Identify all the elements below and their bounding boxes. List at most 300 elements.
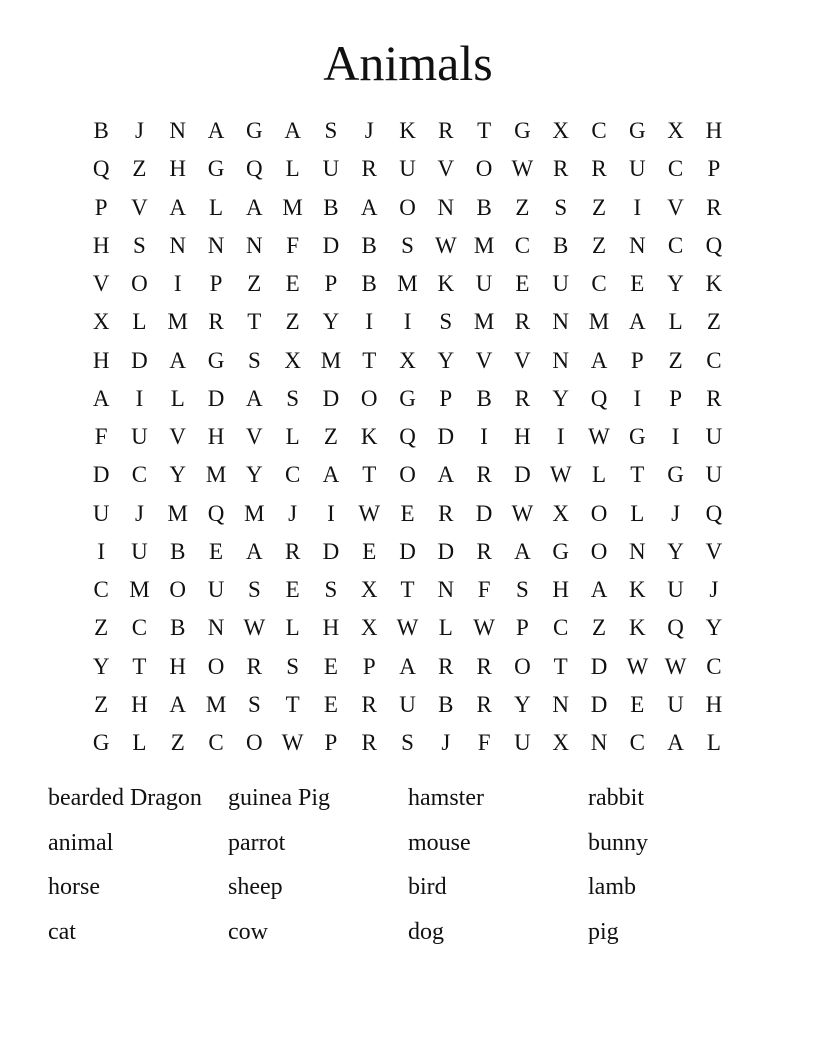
grid-letter[interactable]: E (515, 271, 530, 296)
grid-letter[interactable]: E (400, 500, 415, 526)
grid-letter[interactable]: G (628, 424, 646, 449)
grid-letter[interactable]: Q (590, 385, 608, 411)
grid-letter[interactable]: J (671, 500, 681, 526)
word-list-row (48, 821, 768, 866)
grid-letter[interactable]: S (247, 347, 261, 373)
grid-letter[interactable]: A (284, 118, 301, 143)
grid-letter[interactable]: Y (169, 462, 187, 488)
grid-letter[interactable]: S (324, 118, 338, 143)
grid-letter[interactable]: Y (705, 615, 723, 641)
word-list (48, 776, 768, 954)
grid-letter[interactable]: Y (514, 691, 531, 717)
grid-letter[interactable]: Z (591, 194, 607, 220)
grid-letter[interactable]: V (246, 424, 263, 449)
grid-letter[interactable]: D (322, 232, 340, 258)
grid-letter[interactable]: O (590, 500, 608, 526)
grid-letter[interactable]: H (92, 347, 110, 373)
grid-letter[interactable]: S (247, 691, 261, 717)
grid-letter[interactable]: D (399, 538, 416, 564)
grid-letter[interactable]: U (131, 424, 148, 449)
grid-letter[interactable]: L (132, 309, 147, 335)
grid-letter[interactable]: C (514, 232, 531, 258)
grid-letter[interactable]: Q (92, 156, 110, 182)
grid-letter[interactable]: U (705, 462, 723, 488)
grid-letter[interactable]: T (362, 462, 377, 488)
grid-letter[interactable]: J (134, 118, 144, 143)
grid-letter[interactable]: T (553, 653, 568, 679)
grid-letter[interactable]: I (327, 500, 335, 526)
grid-letter[interactable]: Y (667, 538, 684, 564)
grid-letter[interactable]: Y (246, 462, 263, 488)
grid-letter[interactable]: M (320, 347, 342, 373)
grid-letter[interactable]: L (132, 730, 147, 755)
grid-letter[interactable]: O (399, 194, 416, 220)
grid-letter[interactable]: R (476, 691, 492, 717)
grid-letter[interactable]: O (590, 538, 608, 564)
grid-letter[interactable]: W (549, 462, 572, 488)
grid-letter[interactable]: A (399, 653, 416, 679)
grid-letter[interactable]: W (473, 615, 495, 641)
grid-letter[interactable]: M (205, 691, 227, 717)
grid-letter[interactable]: A (628, 309, 646, 335)
grid-letter[interactable]: X (360, 577, 378, 602)
grid-letter[interactable]: M (282, 194, 303, 220)
grid-letter[interactable]: W (511, 500, 534, 526)
grid-letter[interactable]: N (628, 538, 646, 564)
grid-letter[interactable]: P (439, 385, 453, 411)
grid-letter[interactable]: A (169, 347, 187, 373)
grid-letter[interactable]: O (399, 462, 416, 488)
grid-letter[interactable]: E (362, 538, 377, 564)
grid-letter[interactable]: O (131, 271, 148, 296)
grid-letter[interactable]: X (667, 118, 684, 143)
grid-letter[interactable]: P (209, 271, 223, 296)
grid-letter[interactable]: A (92, 385, 110, 411)
grid-letter[interactable]: K (628, 615, 646, 641)
grid-letter[interactable]: G (514, 118, 531, 143)
grid-letter[interactable]: R (438, 118, 454, 143)
grid-letter[interactable]: Q (667, 615, 684, 641)
grid-letter[interactable]: R (438, 653, 454, 679)
grid-letter[interactable]: N (169, 232, 187, 258)
grid-letter[interactable]: Z (247, 271, 262, 296)
grid-letter[interactable]: P (324, 730, 338, 755)
grid-letter[interactable]: D (92, 462, 110, 488)
grid-letter[interactable]: E (630, 271, 645, 296)
grid-letter[interactable]: V (169, 424, 187, 449)
grid-letter[interactable]: E (323, 653, 338, 679)
grid-letter[interactable]: H (92, 232, 110, 258)
grid-letter[interactable]: N (246, 232, 263, 258)
grid-letter[interactable]: O (475, 156, 493, 182)
grid-letter[interactable]: U (322, 156, 340, 182)
grid-letter[interactable]: I (403, 309, 412, 335)
grid-letter[interactable]: R (553, 156, 569, 182)
grid-letter[interactable]: R (284, 538, 301, 564)
grid-letter[interactable]: N (437, 577, 455, 602)
grid-letter[interactable]: X (552, 500, 570, 526)
grid-letter[interactable]: N (590, 730, 608, 755)
grid-letter[interactable]: M (473, 232, 495, 258)
grid-letter[interactable]: F (477, 730, 491, 755)
grid-letter[interactable]: A (207, 118, 225, 143)
grid-letter[interactable]: S (324, 577, 338, 602)
grid-letter[interactable]: Z (323, 424, 338, 449)
grid-letter[interactable]: M (588, 309, 610, 335)
grid-letter[interactable]: I (480, 424, 488, 449)
word-list-item: cat (48, 918, 76, 945)
grid-letter[interactable]: N (437, 194, 455, 220)
grid-letter[interactable]: N (552, 309, 570, 335)
grid-letter[interactable]: A (667, 730, 684, 755)
grid-letter[interactable]: C (93, 577, 109, 602)
grid-letter[interactable]: G (207, 347, 225, 373)
grid-letter[interactable]: N (207, 615, 225, 641)
grid-letter[interactable]: R (706, 385, 722, 411)
grid-letter[interactable]: S (247, 577, 261, 602)
grid-letter[interactable]: L (591, 462, 607, 488)
grid-letter[interactable]: H (705, 118, 723, 143)
grid-letter[interactable]: R (208, 309, 224, 335)
grid-letter[interactable]: A (590, 577, 608, 602)
grid-letter[interactable]: I (556, 424, 565, 449)
grid-letter[interactable]: D (322, 385, 340, 411)
grid-letter[interactable]: O (514, 653, 531, 679)
grid-letter[interactable]: D (437, 424, 455, 449)
grid-letter[interactable]: U (92, 500, 110, 526)
grid-letter[interactable]: L (668, 309, 683, 335)
grid-letter[interactable]: I (633, 194, 642, 220)
grid-letter[interactable]: J (134, 500, 144, 526)
grid-letter[interactable]: F (286, 232, 300, 258)
grid-letter[interactable]: B (438, 691, 454, 717)
grid-letter[interactable]: H (207, 424, 225, 449)
grid-letter[interactable]: K (360, 424, 378, 449)
grid-letter[interactable]: M (167, 500, 188, 526)
grid-letter[interactable]: G (552, 538, 570, 564)
grid-letter[interactable]: Q (207, 500, 225, 526)
grid-letter[interactable]: L (630, 500, 645, 526)
word-list-item: animal (48, 829, 114, 856)
grid-letter[interactable]: A (246, 385, 263, 411)
grid-letter[interactable]: C (706, 653, 722, 679)
grid-letter[interactable]: I (173, 271, 182, 296)
grid-letter[interactable]: Q (246, 156, 263, 182)
grid-letter[interactable]: K (628, 577, 646, 602)
grid-letter[interactable]: O (360, 385, 378, 411)
grid-letter[interactable]: H (322, 615, 340, 641)
grid-letter[interactable]: Y (552, 385, 570, 411)
grid-letter[interactable]: I (365, 309, 374, 335)
grid-letter[interactable]: L (438, 615, 453, 641)
grid-letter[interactable]: H (705, 691, 723, 717)
grid-letter[interactable]: R (476, 538, 492, 564)
grid-letter[interactable]: A (169, 194, 187, 220)
grid-letter[interactable]: Q (399, 424, 416, 449)
grid-letter[interactable]: T (285, 691, 300, 717)
word-list-item: pig (588, 918, 619, 945)
grid-letter[interactable]: V (705, 538, 723, 564)
grid-letter[interactable]: K (399, 118, 416, 143)
grid-letter[interactable]: Z (591, 232, 607, 258)
grid-letter[interactable]: B (170, 615, 186, 641)
grid-letter[interactable]: W (434, 232, 457, 258)
grid-row (82, 265, 733, 303)
grid-letter[interactable]: R (476, 653, 492, 679)
grid-letter[interactable]: W (243, 615, 266, 641)
grid-letter[interactable]: K (437, 271, 455, 296)
grid-letter[interactable]: W (664, 653, 687, 679)
grid-letter[interactable]: U (475, 271, 493, 296)
grid-letter[interactable]: E (285, 577, 300, 602)
grid-letter[interactable]: V (667, 194, 684, 220)
grid-row (82, 609, 733, 647)
grid-letter[interactable]: S (286, 385, 300, 411)
grid-letter[interactable]: R (706, 194, 722, 220)
grid-letter[interactable]: G (628, 118, 646, 143)
grid-letter[interactable]: L (285, 424, 300, 449)
grid-letter[interactable]: R (476, 462, 492, 488)
grid-letter[interactable]: B (476, 194, 492, 220)
grid-letter[interactable]: F (477, 577, 491, 602)
grid-letter[interactable]: G (92, 730, 110, 755)
grid-letter[interactable]: V (475, 347, 493, 373)
word-list-row (48, 776, 768, 821)
grid-row (82, 380, 733, 418)
grid-letter[interactable]: R (438, 500, 454, 526)
grid-letter[interactable]: H (169, 653, 187, 679)
grid-letter[interactable]: D (437, 538, 455, 564)
grid-letter[interactable]: U (399, 156, 416, 182)
grid-letter[interactable]: M (129, 577, 150, 602)
grid-letter[interactable]: J (709, 577, 719, 602)
grid-letter[interactable]: P (630, 347, 644, 373)
grid-letter[interactable]: Q (705, 232, 723, 258)
grid-letter[interactable]: X (360, 615, 378, 641)
grid-letter[interactable]: X (552, 118, 570, 143)
grid-letter[interactable]: Z (706, 309, 721, 335)
grid-letter[interactable]: P (669, 385, 682, 411)
grid-letter[interactable]: A (360, 194, 378, 220)
grid-letter[interactable]: N (169, 118, 187, 143)
grid-letter[interactable]: C (591, 118, 607, 143)
grid-letter[interactable]: X (399, 347, 416, 373)
grid-letter[interactable]: X (552, 730, 570, 755)
grid-letter[interactable]: J (288, 500, 298, 526)
grid-letter[interactable]: U (399, 691, 416, 717)
grid-letter[interactable]: N (552, 691, 570, 717)
grid-letter[interactable]: T (630, 462, 645, 488)
grid-letter[interactable]: Z (515, 194, 530, 220)
grid-letter[interactable]: M (473, 309, 495, 335)
grid-letter[interactable]: T (247, 309, 262, 335)
grid-letter[interactable]: M (205, 462, 227, 488)
grid-letter[interactable]: R (514, 309, 531, 335)
grid-letter[interactable]: Y (667, 271, 684, 296)
grid-letter[interactable]: E (323, 691, 338, 717)
grid-letter[interactable]: Z (132, 156, 147, 182)
grid-letter[interactable]: C (591, 271, 607, 296)
grid-letter[interactable]: Z (668, 347, 683, 373)
grid-letter[interactable]: W (511, 156, 534, 182)
grid-letter[interactable]: S (133, 232, 146, 258)
grid-letter[interactable]: T (362, 347, 377, 373)
grid-letter[interactable]: I (97, 538, 105, 564)
grid-letter[interactable]: K (705, 271, 723, 296)
grid-letter[interactable]: C (284, 462, 301, 488)
grid-letter[interactable]: C (208, 730, 224, 755)
grid-letter[interactable]: B (476, 385, 492, 411)
grid-letter[interactable]: U (628, 156, 646, 182)
grid-letter[interactable]: Q (705, 500, 723, 526)
grid-letter[interactable]: T (400, 577, 415, 602)
grid-letter[interactable]: B (93, 118, 109, 143)
grid-letter[interactable]: Z (285, 309, 300, 335)
grid-letter[interactable]: E (209, 538, 224, 564)
grid-letter[interactable]: G (399, 385, 416, 411)
grid-letter[interactable]: U (552, 271, 570, 296)
grid-letter[interactable]: C (667, 156, 684, 182)
grid-letter[interactable]: W (626, 653, 649, 679)
grid-row (82, 189, 733, 227)
grid-letter[interactable]: J (441, 730, 451, 755)
grid-letter[interactable]: I (135, 385, 144, 411)
grid-letter[interactable]: B (323, 194, 339, 220)
grid-letter[interactable]: N (628, 232, 646, 258)
grid-letter[interactable]: D (590, 653, 608, 679)
grid-letter[interactable]: A (246, 538, 263, 564)
grid-letter[interactable]: H (131, 691, 148, 717)
grid-letter[interactable]: D (207, 385, 225, 411)
grid-letter[interactable]: Y (322, 309, 340, 335)
grid-letter[interactable]: C (667, 232, 684, 258)
grid-letter[interactable]: H (514, 424, 531, 449)
grid-letter[interactable]: A (169, 691, 187, 717)
grid-letter[interactable]: R (361, 730, 377, 755)
grid-letter[interactable]: X (284, 347, 301, 373)
grid-letter[interactable]: N (207, 232, 225, 258)
grid-letter[interactable]: X (92, 309, 110, 335)
grid-letter[interactable]: D (131, 347, 148, 373)
grid-letter[interactable]: P (324, 271, 338, 296)
grid-letter[interactable]: C (131, 615, 148, 641)
grid-letter[interactable]: R (361, 691, 377, 717)
grid-letter[interactable]: T (477, 118, 492, 143)
grid-letter[interactable]: O (246, 730, 263, 755)
grid-letter[interactable]: W (396, 615, 419, 641)
grid-letter[interactable]: P (94, 194, 108, 220)
grid-letter[interactable]: G (207, 156, 225, 182)
grid-letter[interactable]: L (209, 194, 224, 220)
grid-letter[interactable]: P (707, 156, 721, 182)
grid-letter[interactable]: L (170, 385, 185, 411)
grid-letter[interactable]: Y (437, 347, 455, 373)
grid-letter[interactable]: A (322, 462, 340, 488)
grid-letter[interactable]: I (671, 424, 680, 449)
grid-letter[interactable]: U (667, 577, 684, 602)
grid-letter[interactable]: A (437, 462, 455, 488)
grid-letter[interactable]: C (706, 347, 722, 373)
grid-letter[interactable]: A (246, 194, 263, 220)
grid-letter[interactable]: A (514, 538, 531, 564)
grid-letter[interactable]: W (358, 500, 381, 526)
grid-letter[interactable]: E (285, 271, 300, 296)
grid-letter[interactable]: L (706, 730, 721, 755)
grid-letter[interactable]: N (552, 347, 570, 373)
grid-letter[interactable]: D (475, 500, 493, 526)
grid-letter[interactable]: O (207, 653, 225, 679)
grid-letter[interactable]: U (207, 577, 225, 602)
grid-letter[interactable]: S (554, 194, 568, 220)
grid-letter[interactable]: G (667, 462, 684, 488)
grid-letter[interactable]: C (131, 462, 148, 488)
word-list-item: dog (408, 918, 444, 945)
grid-letter[interactable]: M (397, 271, 418, 296)
grid-letter[interactable]: V (437, 156, 455, 182)
grid-letter[interactable]: M (244, 500, 265, 526)
grid-letter[interactable]: U (705, 424, 723, 449)
grid-letter[interactable]: E (630, 691, 645, 717)
grid-letter[interactable]: D (590, 691, 608, 717)
grid-letter[interactable]: B (361, 271, 377, 296)
grid-letter[interactable]: W (588, 424, 610, 449)
grid-letter[interactable]: Z (94, 615, 109, 641)
grid-letter[interactable]: L (285, 615, 300, 641)
grid-letter[interactable]: W (281, 730, 304, 755)
grid-letter[interactable]: B (361, 232, 377, 258)
grid-letter[interactable]: A (590, 347, 608, 373)
grid-letter[interactable]: O (169, 577, 187, 602)
grid-letter[interactable]: S (401, 232, 414, 258)
grid-letter[interactable]: D (514, 462, 531, 488)
grid-letter[interactable]: G (246, 118, 263, 143)
grid-letter[interactable]: R (246, 653, 262, 679)
grid-letter[interactable]: S (516, 577, 529, 602)
grid-letter[interactable]: D (322, 538, 340, 564)
grid-letter[interactable]: F (94, 424, 108, 449)
grid-letter[interactable]: Z (94, 691, 109, 717)
grid-letter[interactable]: V (514, 347, 531, 373)
grid-letter[interactable]: H (552, 577, 570, 602)
grid-letter[interactable]: S (439, 309, 453, 335)
grid-letter[interactable]: C (553, 615, 569, 641)
grid-letter[interactable]: J (364, 118, 374, 143)
grid-letter[interactable]: V (92, 271, 110, 296)
grid-letter[interactable]: B (170, 538, 186, 564)
grid-letter[interactable]: Z (591, 615, 607, 641)
grid-letter[interactable]: M (167, 309, 188, 335)
grid-letter[interactable]: B (553, 232, 569, 258)
grid-letter[interactable]: Z (170, 730, 185, 755)
grid-letter[interactable]: U (667, 691, 684, 717)
grid-letter[interactable]: Y (92, 653, 110, 679)
grid-letter[interactable]: V (131, 194, 148, 220)
grid-letter[interactable]: C (629, 730, 645, 755)
grid-letter[interactable]: R (514, 385, 531, 411)
grid-letter[interactable]: T (132, 653, 147, 679)
grid-letter[interactable]: R (591, 156, 607, 182)
grid-letter[interactable]: P (516, 615, 529, 641)
grid-letter[interactable]: H (169, 156, 187, 182)
grid-letter[interactable]: R (361, 156, 377, 182)
grid-letter[interactable]: U (514, 730, 531, 755)
grid-letter[interactable]: I (633, 385, 642, 411)
grid-letter[interactable]: S (401, 730, 414, 755)
grid-letter[interactable]: U (131, 538, 148, 564)
grid-letter[interactable]: S (286, 653, 300, 679)
grid-letter[interactable]: P (362, 653, 376, 679)
grid-letter[interactable]: L (285, 156, 300, 182)
